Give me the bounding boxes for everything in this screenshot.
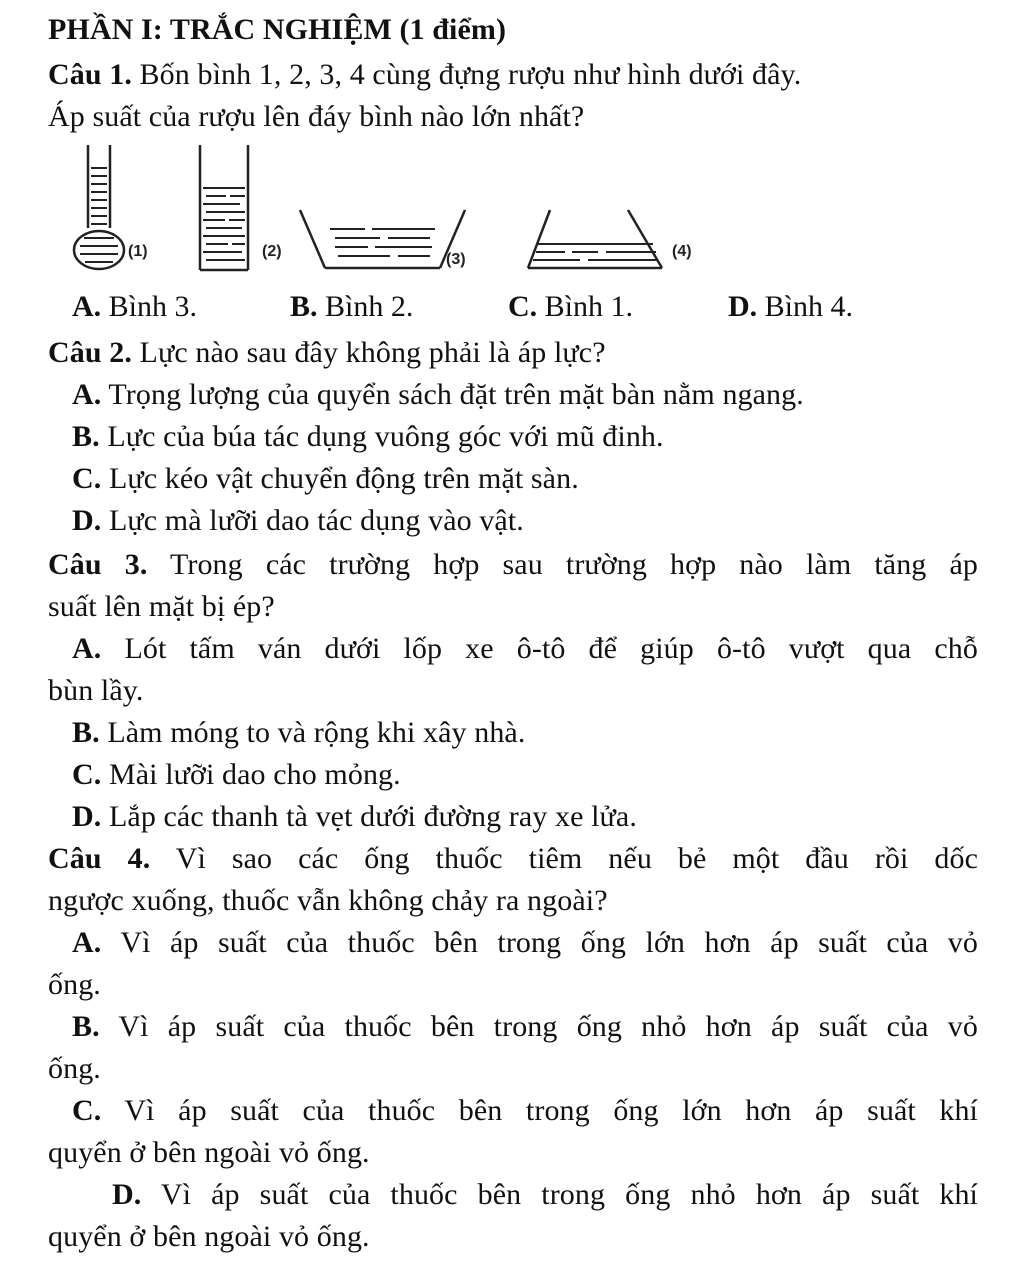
option-letter: A. bbox=[72, 926, 102, 959]
option-text: Lực của búa tác dụng vuông góc với mũ đinh. bbox=[99, 420, 664, 453]
question-2-line-1 bbox=[48, 333, 606, 373]
option-text: Vì áp suất của thuốc bên trong ống lớn hơn áp suất khí bbox=[101, 1094, 978, 1127]
option-text: Vì áp suất của thuốc bên trong ống nhỏ hơn áp suất khí bbox=[141, 1178, 978, 1211]
question-2-option-d[interactable] bbox=[72, 501, 524, 541]
question-1-text: Bốn bình 1, 2, 3, 4 cùng đựng rượu như hình dưới đây. bbox=[131, 58, 802, 91]
vessel-4-basin bbox=[528, 210, 662, 268]
option-letter: D. bbox=[112, 1178, 142, 1211]
vessel-1-label: (1) bbox=[128, 243, 148, 260]
question-4-option-c-cont: quyển ở bên ngoài vỏ ống. bbox=[48, 1136, 370, 1169]
question-1-option-b[interactable] bbox=[290, 287, 413, 327]
vessels-diagram bbox=[50, 140, 710, 280]
question-4-option-c[interactable] bbox=[72, 1091, 978, 1131]
option-text: Lót tấm ván dưới lốp xe ô-tô để giúp ô-tô vượt qua chỗ bbox=[101, 632, 978, 665]
question-4-number: Câu 4. bbox=[48, 842, 151, 875]
option-text: Vì áp suất của thuốc bên trong ống nhỏ hơn áp suất của vỏ bbox=[99, 1010, 978, 1043]
question-2-number: Câu 2. bbox=[48, 336, 132, 369]
question-3-text: Trong các trường hợp sau trường hợp nào làm tăng áp bbox=[147, 548, 978, 581]
option-letter: C. bbox=[72, 462, 102, 495]
question-4-option-b[interactable] bbox=[72, 1007, 978, 1047]
vessels-figure bbox=[50, 140, 710, 280]
option-text: Mài lưỡi dao cho mỏng. bbox=[101, 758, 401, 791]
question-2-text: Lực nào sau đây không phải là áp lực? bbox=[131, 336, 606, 369]
question-3-line-2: suất lên mặt bị ép? bbox=[48, 590, 275, 623]
question-1-number: Câu 1. bbox=[48, 58, 132, 91]
vessel-2-cylinder bbox=[200, 145, 248, 270]
option-text: Lực mà lưỡi dao tác dụng vào vật. bbox=[101, 504, 524, 537]
question-4-option-a-cont: ống. bbox=[48, 968, 101, 1001]
option-letter: B. bbox=[72, 716, 100, 749]
question-3-option-d[interactable] bbox=[72, 797, 637, 837]
option-letter: C. bbox=[72, 1094, 102, 1127]
option-letter: D. bbox=[72, 504, 102, 537]
question-4-line-1 bbox=[48, 839, 978, 879]
question-4-option-a[interactable] bbox=[72, 923, 978, 963]
question-3-option-c[interactable] bbox=[72, 755, 401, 795]
question-2-option-b[interactable] bbox=[72, 417, 664, 457]
option-letter: D. bbox=[72, 800, 102, 833]
option-text: Bình 2. bbox=[317, 290, 414, 323]
question-4-option-d-cont: quyển ở bên ngoài vỏ ống. bbox=[48, 1220, 370, 1253]
option-letter: A. bbox=[72, 632, 102, 665]
vessel-2-label: (2) bbox=[262, 243, 282, 260]
option-text: Lắp các thanh tà vẹt dưới đường ray xe lửa. bbox=[101, 800, 637, 833]
option-text: Trọng lượng của quyển sách đặt trên mặt bàn nằm ngang. bbox=[101, 378, 804, 411]
question-3-number: Câu 3. bbox=[48, 548, 148, 581]
option-text: Làm móng to và rộng khi xây nhà. bbox=[99, 716, 526, 749]
option-text: Vì áp suất của thuốc bên trong ống lớn hơn áp suất của vỏ bbox=[101, 926, 978, 959]
option-letter: B. bbox=[72, 420, 100, 453]
option-text: Bình 3. bbox=[101, 290, 198, 323]
question-1-line-2: Áp suất của rượu lên đáy bình nào lớn nhất? bbox=[48, 100, 585, 133]
question-3-option-b[interactable] bbox=[72, 713, 525, 753]
question-4-option-d[interactable] bbox=[112, 1175, 978, 1215]
vessel-1-flask bbox=[74, 145, 124, 269]
question-1-option-c[interactable] bbox=[508, 287, 633, 327]
option-text: Lực kéo vật chuyển động trên mặt sàn. bbox=[101, 462, 579, 495]
question-4-text: Vì sao các ống thuốc tiêm nếu bẻ một đầu rồi dốc bbox=[150, 842, 979, 875]
option-letter: C. bbox=[508, 290, 538, 323]
option-letter: B. bbox=[72, 1010, 100, 1043]
option-letter: C. bbox=[72, 758, 102, 791]
option-letter: A. bbox=[72, 290, 102, 323]
question-1-option-d[interactable] bbox=[728, 287, 853, 327]
question-2-option-c[interactable] bbox=[72, 459, 579, 499]
question-3-line-1 bbox=[48, 545, 978, 585]
option-text: Bình 4. bbox=[757, 290, 854, 323]
option-letter: A. bbox=[72, 378, 102, 411]
question-1-options bbox=[72, 287, 972, 327]
vessel-3-label: (3) bbox=[446, 251, 466, 268]
question-3-option-a[interactable] bbox=[72, 629, 978, 669]
section-title: PHẦN I: TRẮC NGHIỆM (1 điểm) bbox=[48, 13, 507, 46]
option-text: Bình 1. bbox=[537, 290, 634, 323]
vessel-4-label: (4) bbox=[672, 243, 692, 260]
option-letter: B. bbox=[290, 290, 318, 323]
question-4-option-b-cont: ống. bbox=[48, 1052, 101, 1085]
question-3-option-a-cont: bùn lầy. bbox=[48, 674, 144, 707]
question-4-line-2: ngược xuống, thuốc vẫn không chảy ra ngoài? bbox=[48, 884, 608, 917]
question-1-line-1 bbox=[48, 55, 801, 95]
option-letter: D. bbox=[728, 290, 758, 323]
question-1-option-a[interactable] bbox=[72, 287, 197, 327]
question-2-option-a[interactable] bbox=[72, 375, 804, 415]
vessel-3-trough bbox=[300, 210, 465, 268]
